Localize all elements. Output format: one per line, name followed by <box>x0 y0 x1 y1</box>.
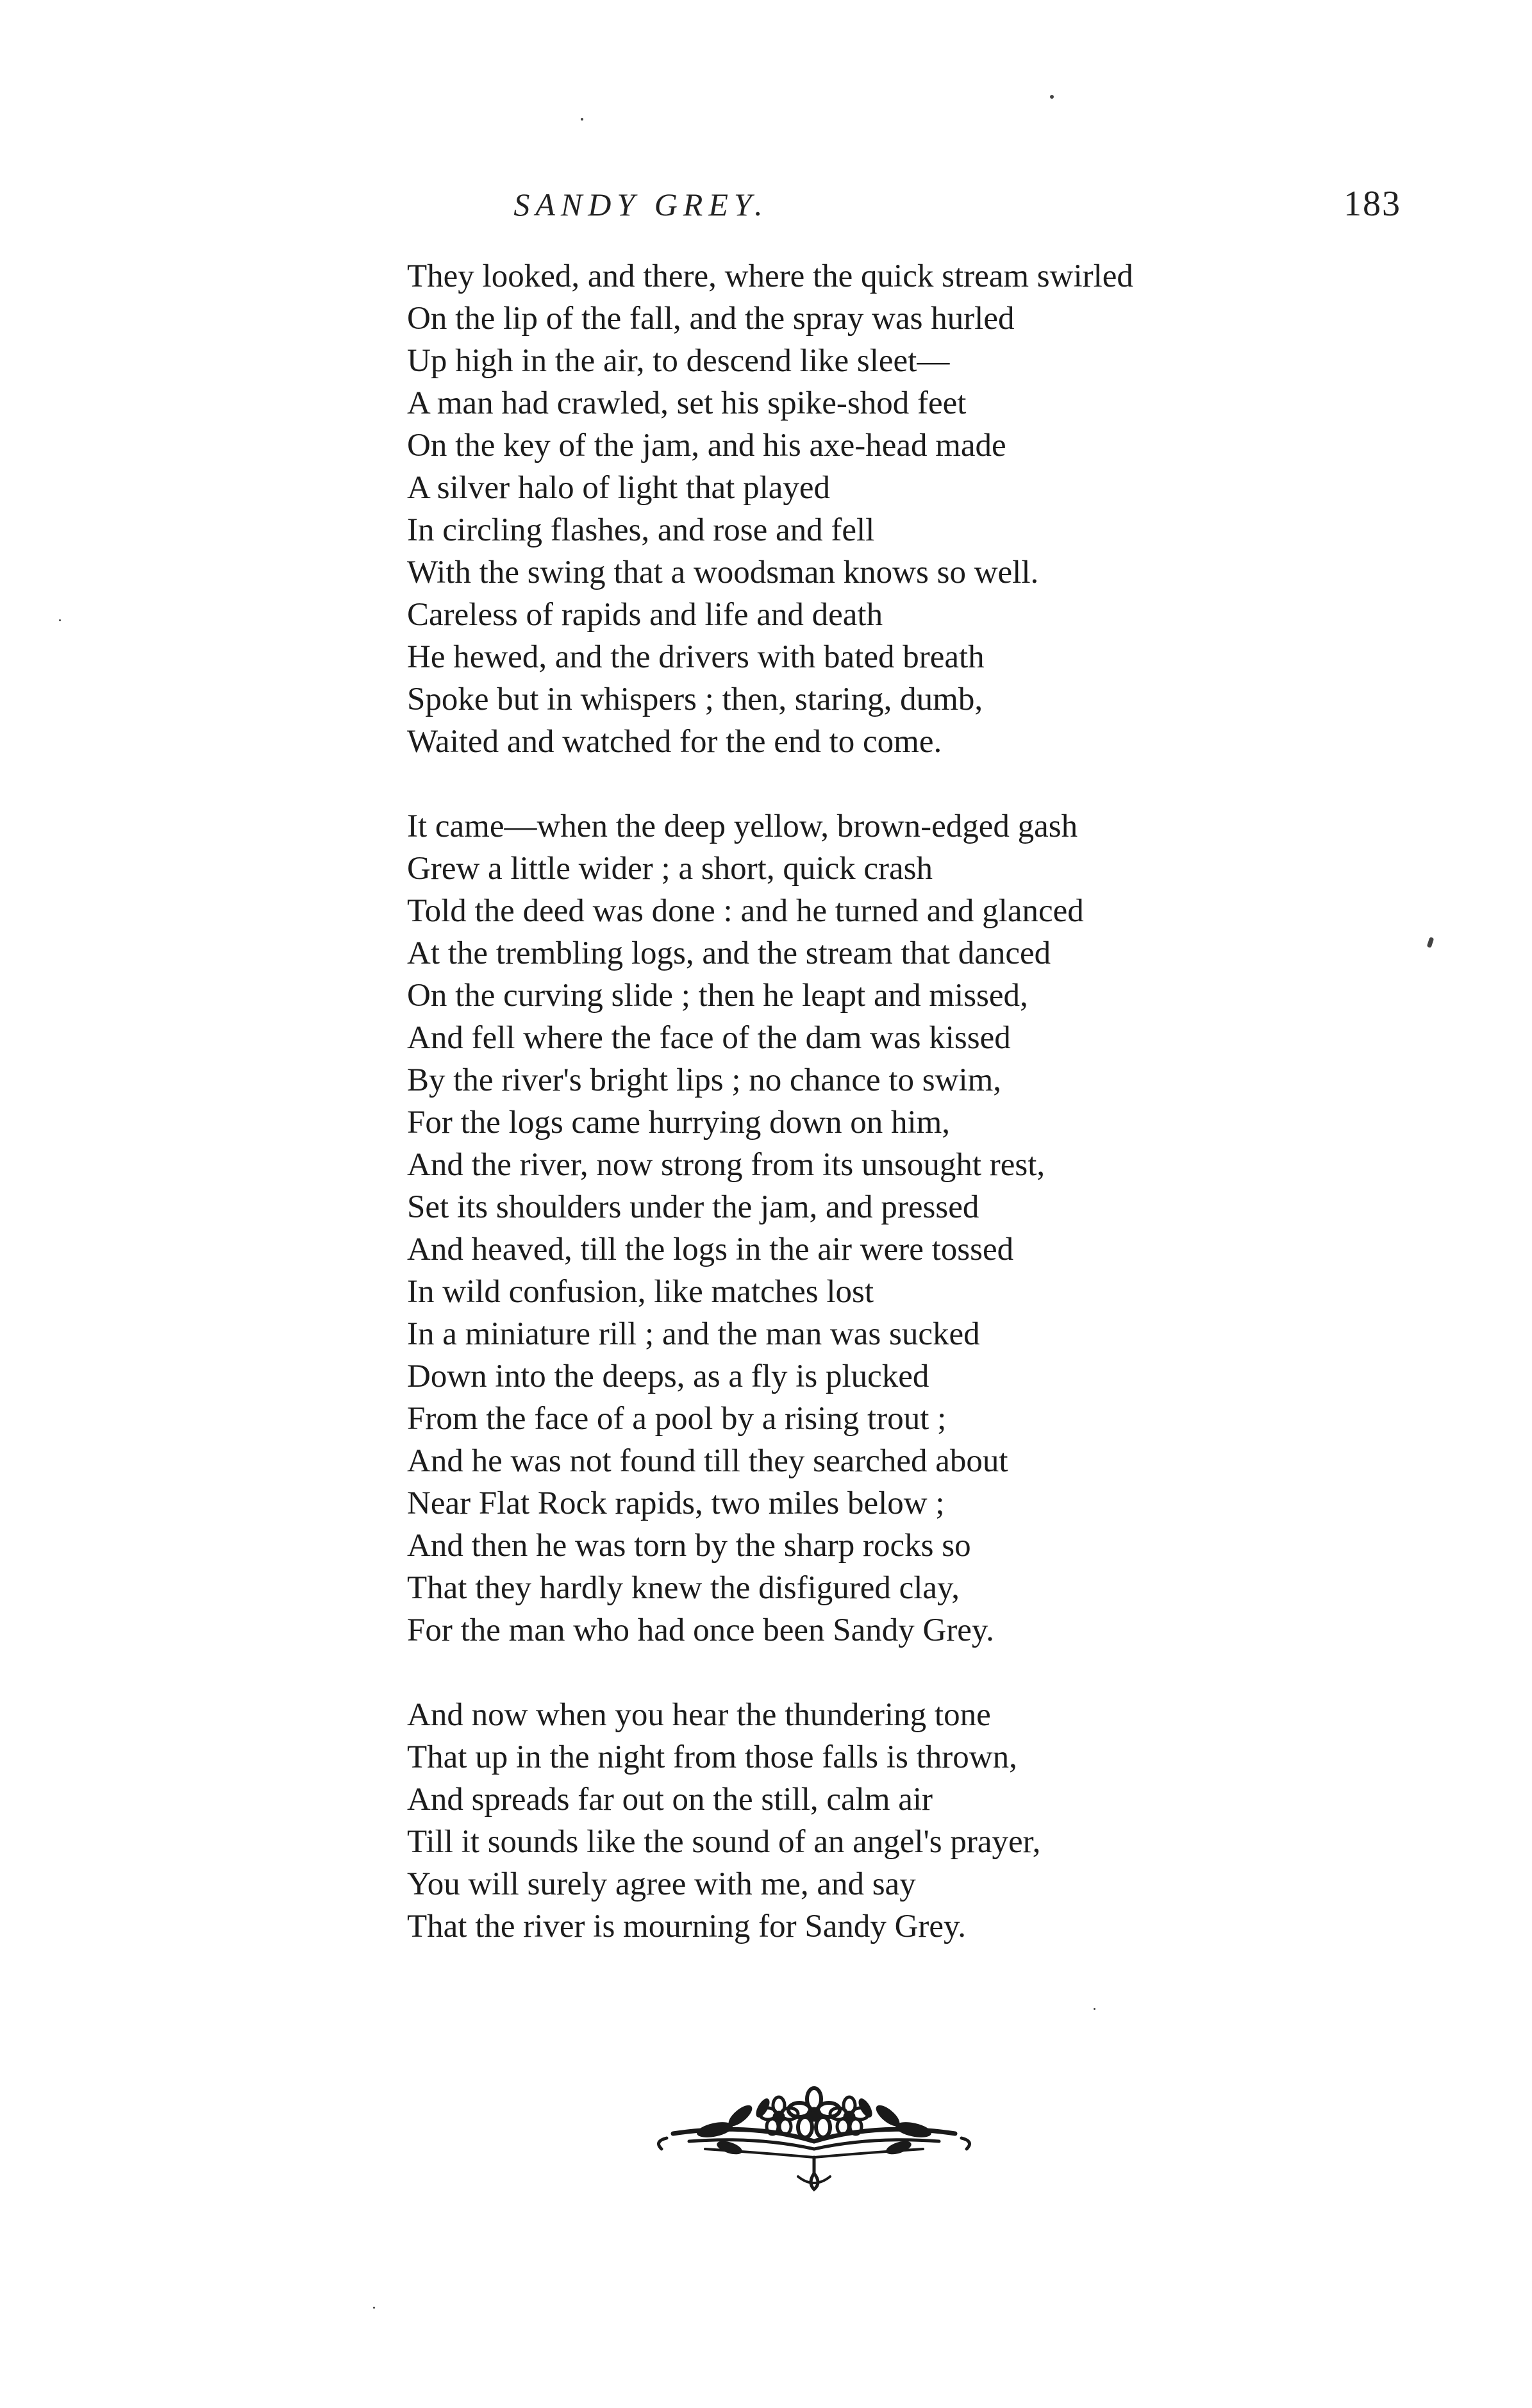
page-number: 183 <box>1344 184 1401 224</box>
poem-line: And heaved, till the logs in the air were tossed <box>407 1232 1014 1267</box>
poem-line: Spoke but in whispers ; then, staring, dumb, <box>407 681 983 717</box>
poem-line: And the river, now strong from its unsought rest, <box>407 1147 1045 1183</box>
poem-line: He hewed, and the drivers with bated breath <box>407 639 985 675</box>
poem-line: Careless of rapids and life and death <box>407 597 883 633</box>
poem-line: And then he was torn by the sharp rocks so <box>407 1528 971 1564</box>
poem-line: In a miniature rill ; and the man was sucked <box>407 1316 980 1352</box>
poem-line: Till it sounds like the sound of an angel's prayer, <box>407 1824 1041 1860</box>
stanza <box>407 1694 1369 1948</box>
poem-line: A silver halo of light that played <box>407 470 831 506</box>
poem-line: From the face of a pool by a rising trout ; <box>407 1401 947 1437</box>
poem-line: A man had crawled, set his spike-shod feet <box>407 385 967 421</box>
poem-line: That they hardly knew the disfigured clay, <box>407 1570 960 1606</box>
poem-line: Told the deed was done : and he turned and glanced <box>407 893 1084 929</box>
poem-line: And spreads far out on the still, calm air <box>407 1782 933 1818</box>
poem-line: On the curving slide ; then he leapt and missed, <box>407 978 1028 1014</box>
scan-speck <box>1050 95 1054 99</box>
scan-speck <box>581 118 583 121</box>
scan-speck <box>373 2307 375 2309</box>
stanza <box>407 255 1369 763</box>
poem-line: It came—when the deep yellow, brown-edged gash <box>407 808 1078 844</box>
poem-line: That the river is mourning for Sandy Grey. <box>407 1909 966 1944</box>
poem-line: For the logs came hurrying down on him, <box>407 1105 951 1141</box>
scan-speck <box>59 619 61 621</box>
poem-line: At the trembling logs, and the stream that danced <box>407 935 1051 971</box>
poem-line: Near Flat Rock rapids, two miles below ; <box>407 1485 945 1521</box>
scan-speck <box>1427 937 1435 948</box>
poem-line: With the swing that a woodsman knows so well. <box>407 555 1039 590</box>
poem-line: And now when you hear the thundering tone <box>407 1697 991 1733</box>
poem-line: And he was not found till they searched about <box>407 1443 1008 1479</box>
poem-line: Grew a little wider ; a short, quick crash <box>407 851 933 887</box>
poem-line: In circling flashes, and rose and fell <box>407 512 875 548</box>
poem-line: For the man who had once been Sandy Grey. <box>407 1612 994 1648</box>
poem-line: Up high in the air, to descend like sleet— <box>407 343 950 379</box>
poem-line: By the river's bright lips ; no chance to swim, <box>407 1062 1002 1098</box>
poem-line: You will surely agree with me, and say <box>407 1866 916 1902</box>
scan-speck <box>1094 2008 1095 2010</box>
poem-line: Set its shoulders under the jam, and pressed <box>407 1189 979 1225</box>
poem <box>407 255 1369 1990</box>
poem-line: And fell where the face of the dam was kissed <box>407 1020 1011 1056</box>
poem-line: On the lip of the fall, and the spray was hurled <box>407 301 1015 337</box>
running-title: SANDY GREY. <box>513 187 769 222</box>
stanza <box>407 805 1369 1651</box>
poem-line: Waited and watched for the end to come. <box>407 724 942 760</box>
poem-line: They looked, and there, where the quick stream swirled <box>407 258 1133 294</box>
poem-line: On the key of the jam, and his axe-head made <box>407 428 1006 464</box>
poem-line: In wild confusion, like matches lost <box>407 1274 874 1310</box>
floral-tailpiece-icon <box>654 2077 974 2205</box>
poem-line: Down into the deeps, as a fly is plucked <box>407 1359 929 1394</box>
poem-line: That up in the night from those falls is thrown, <box>407 1739 1017 1775</box>
